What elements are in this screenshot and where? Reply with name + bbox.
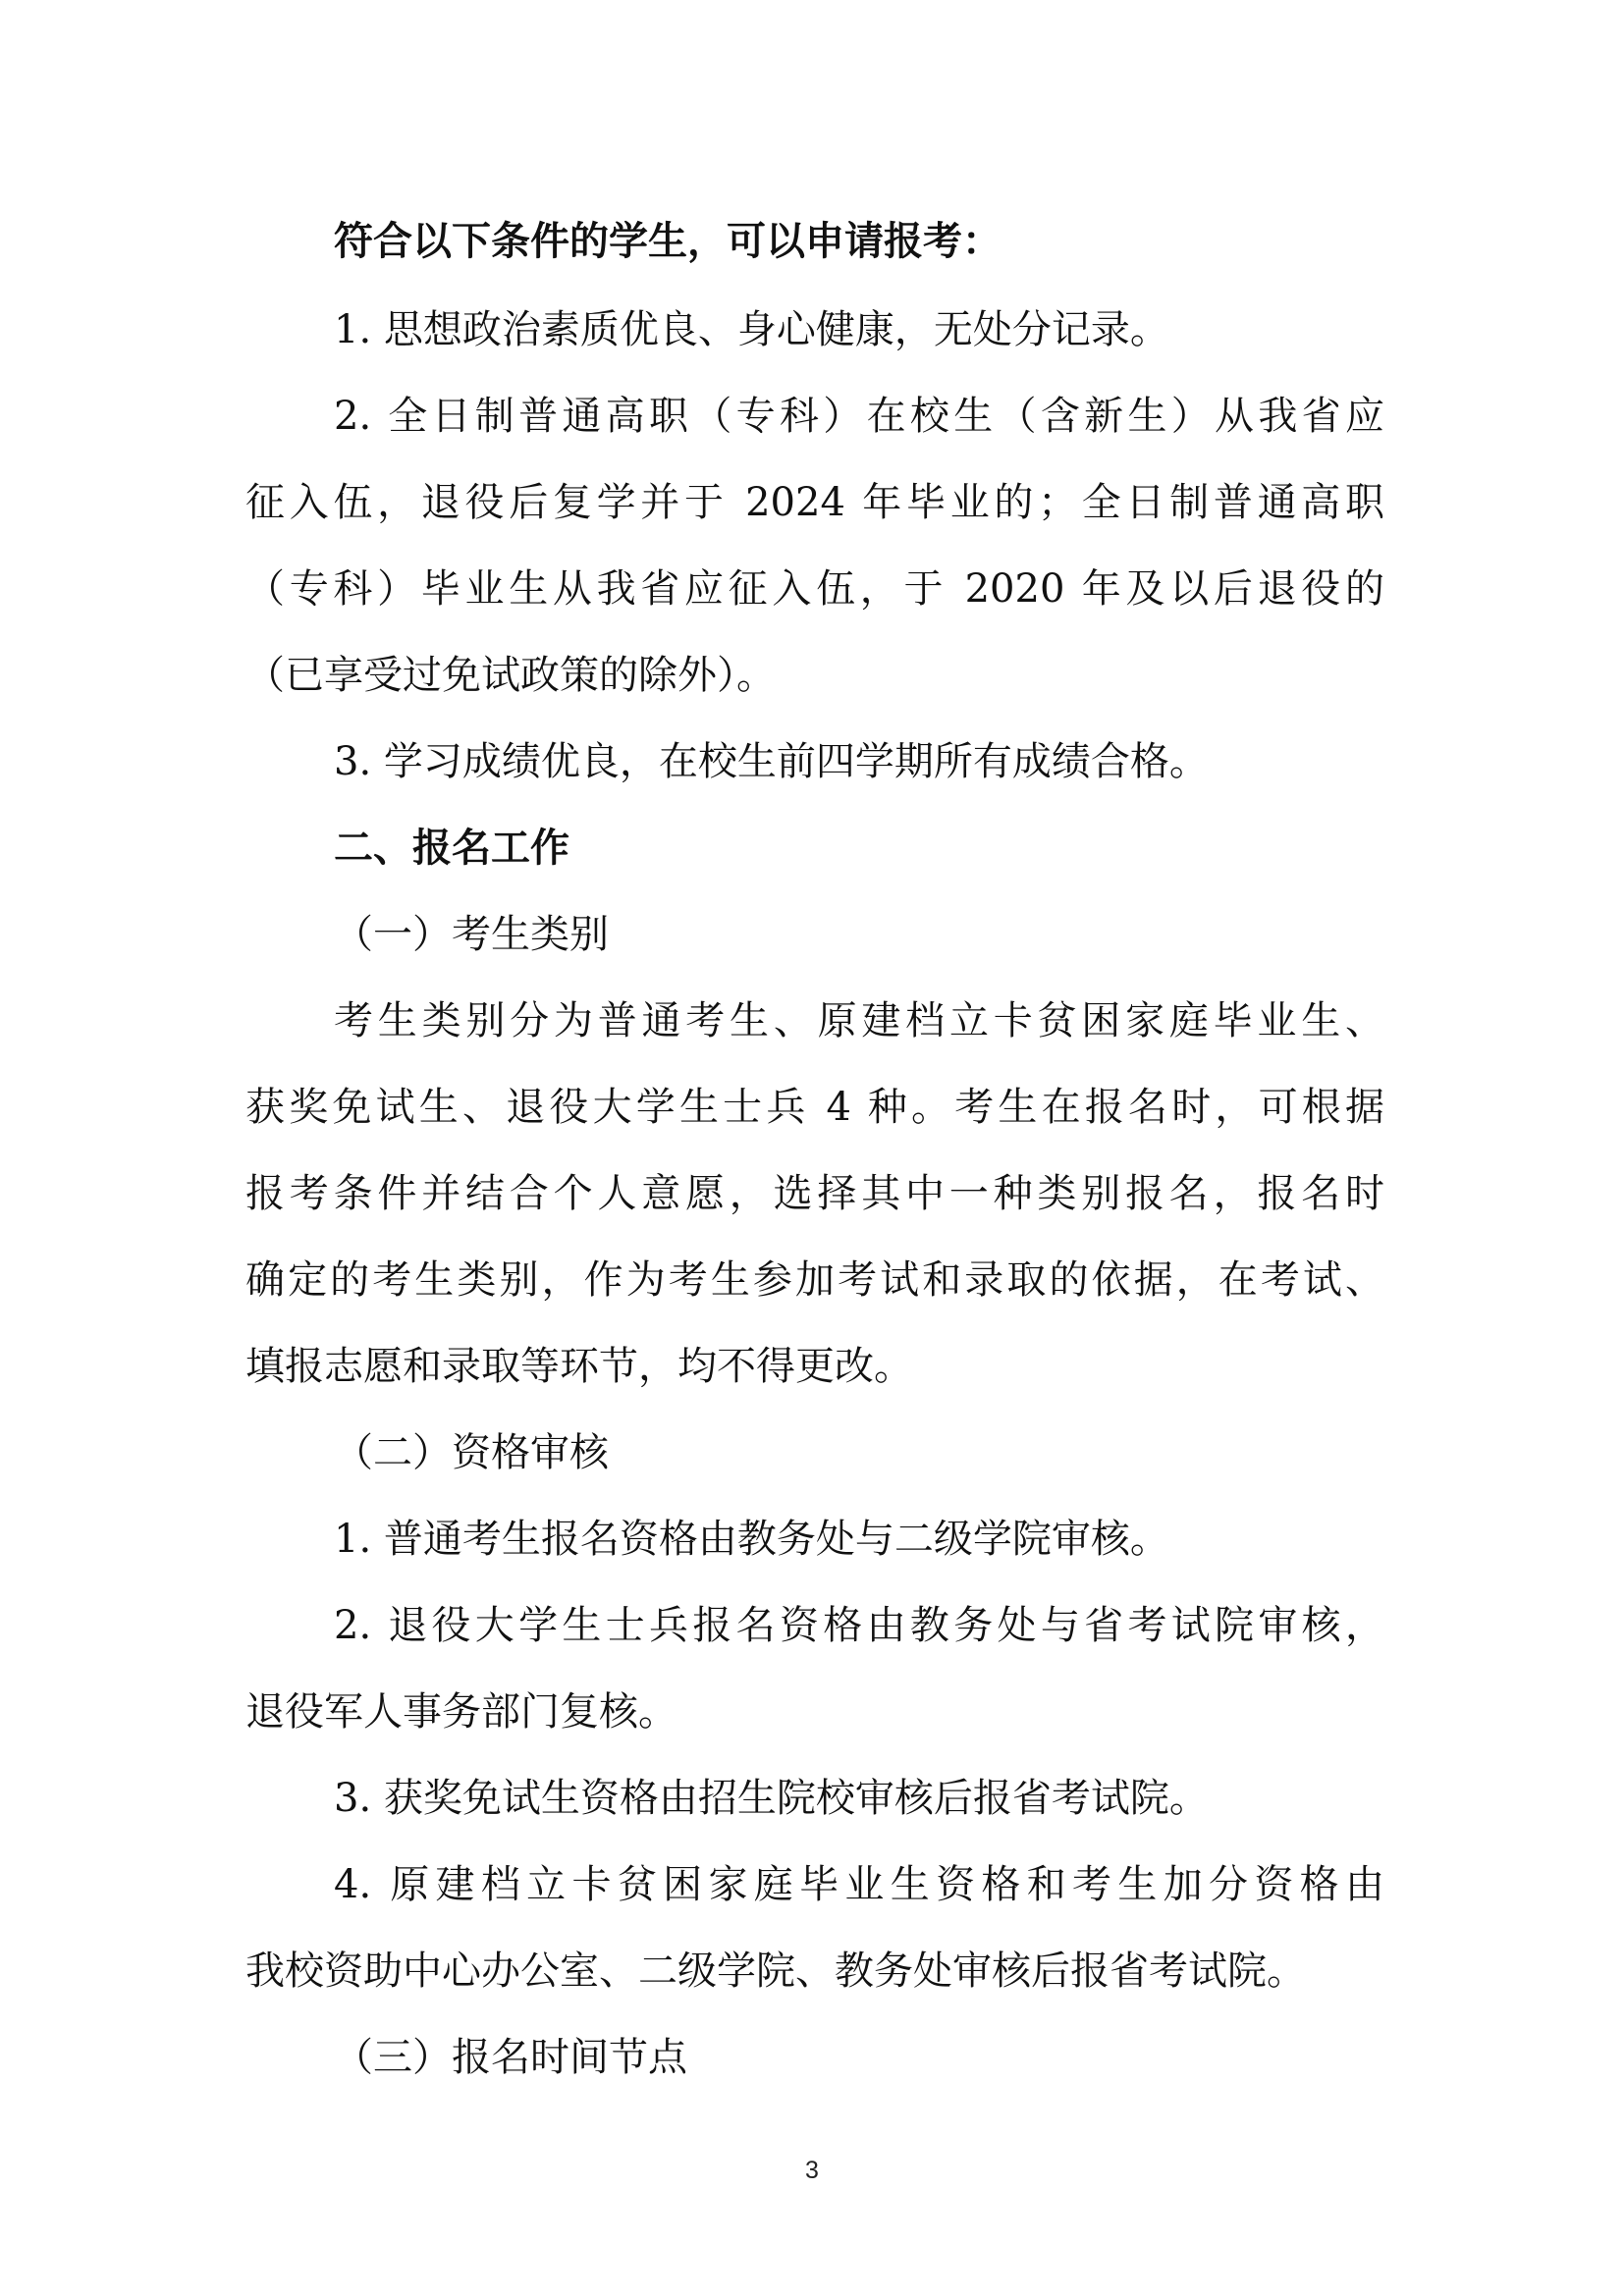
subheading-registration-timeline: （三）报名时间节点 <box>334 2035 687 2080</box>
condition-item-2-line-4: （已享受过免试政策的除外）。 <box>245 653 776 698</box>
condition-item-3: 3. 学习成绩优良，在校生前四学期所有成绩合格。 <box>334 739 1209 784</box>
categories-para-line-5: 填报志愿和录取等环节，均不得更改。 <box>245 1344 913 1389</box>
review-item-4-line-2: 我校资助中心办公室、二级学院、教务处审核后报省考试院。 <box>245 1949 1306 1994</box>
condition-item-1: 1. 思想政治素质优良、身心健康，无处分记录。 <box>334 307 1169 352</box>
condition-item-2-line-2: 征入伍，退役后复学并于 2024 年毕业的；全日制普通高职 <box>245 480 1384 525</box>
review-item-3: 3. 获奖免试生资格由招生院校审核后报省考试院。 <box>334 1776 1209 1821</box>
page-number: 3 <box>805 2157 819 2184</box>
subheading-qualification-review: （二）资格审核 <box>334 1430 609 1475</box>
condition-item-2-line-3: （专科）毕业生从我省应征入伍，于 2020 年及以后退役的 <box>245 566 1384 612</box>
review-item-4-line-1: 4. 原建档立卡贫困家庭毕业生资格和考生加分资格由 <box>334 1862 1384 1907</box>
review-item-2-line-1: 2. 退役大学生士兵报名资格由教务处与省考试院审核， <box>334 1603 1384 1648</box>
review-item-1: 1. 普通考生报名资格由教务处与二级学院审核。 <box>334 1517 1169 1562</box>
review-item-2-line-2: 退役军人事务部门复核。 <box>245 1689 677 1735</box>
section-heading-registration: 二、报名工作 <box>334 825 569 871</box>
condition-item-2-line-1: 2. 全日制普通高职（专科）在校生（含新生）从我省应 <box>334 394 1384 439</box>
categories-para-line-3: 报考条件并结合个人意愿，选择其中一种类别报名，报名时 <box>245 1171 1384 1216</box>
conditions-intro: 符合以下条件的学生，可以申请报考： <box>334 218 1001 264</box>
categories-para-line-2: 获奖免试生、退役大学生士兵 4 种。考生在报名时，可根据 <box>245 1085 1384 1130</box>
subheading-candidate-categories: （一）考生类别 <box>334 912 609 957</box>
categories-para-line-4: 确定的考生类别，作为考生参加考试和录取的依据，在考试、 <box>245 1257 1384 1303</box>
categories-para-line-1: 考生类别分为普通考生、原建档立卡贫困家庭毕业生、 <box>334 998 1384 1043</box>
